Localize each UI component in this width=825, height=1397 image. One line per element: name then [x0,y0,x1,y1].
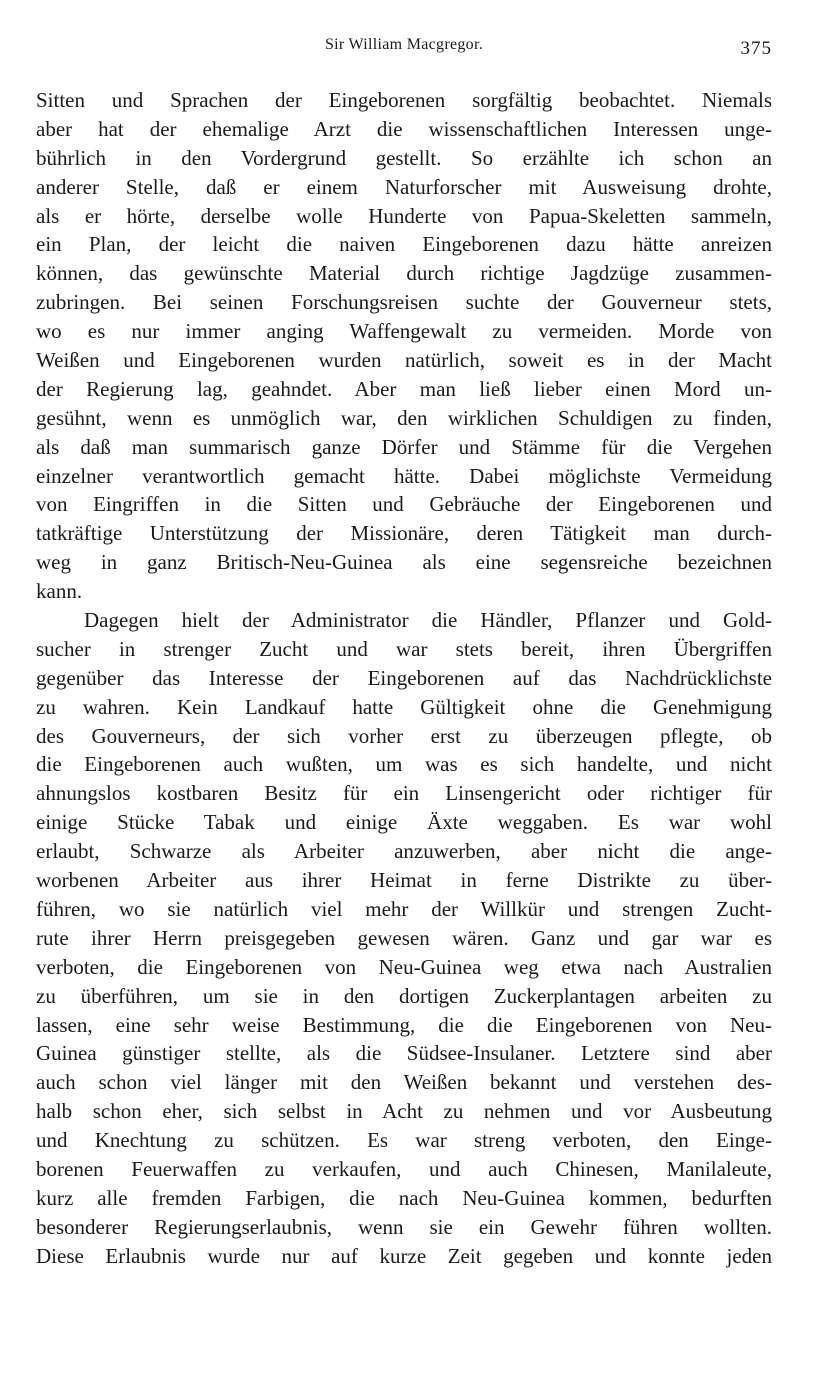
text-line: rute ihrer Herrn preisgegeben gewesen wären. Ganz und gar war es [36,925,772,950]
text-line: Sitten und Sprachen der Eingeborenen sorgfältig beobachtet. Niemals [36,88,772,112]
text-line: zu wahren. Kein Landkauf hatte Gültigkeit ohne die Genehmigung [36,694,772,719]
text-line: die Eingeborenen auch wußten, um was es sich handelte, und nicht [36,752,772,777]
running-title: Sir William Macgregor. [324,36,484,53]
text-line: der Regierung lag, geahndet. Aber man ließ lieber einen Mord un- [36,376,772,401]
text-line: Diese Erlaubnis wurde nur auf kurze Zeit gegeben und konnte jeden [36,1243,772,1268]
text-line: von Eingriffen in die Sitten und Gebräuche der Eingeborenen und [36,492,772,517]
text-line: als daß man summarisch ganze Dörfer und Stämme für die Vergehen [36,434,772,459]
paragraph [36,86,772,606]
text-line: halb schon eher, sich selbst in Acht zu nehmen und vor Ausbeutung [36,1099,772,1124]
text-line: sucher in strenger Zucht und war stets bereit, ihren Übergriffen [36,636,772,661]
text-line: gesühnt, wenn es unmöglich war, den wirklichen Schuldigen zu finden, [36,405,772,430]
text-line: auch schon viel länger mit den Weißen bekannt und verstehen des- [36,1070,772,1095]
text-line: borenen Feuerwaffen zu verkaufen, und auch Chinesen, Manilaleute, [36,1156,772,1181]
text-line: führen, wo sie natürlich viel mehr der Willkür und strengen Zucht- [36,896,772,921]
page-number: 375 [740,38,772,59]
text-line: aber hat der ehemalige Arzt die wissenschaftlichen Interessen unge- [36,116,772,141]
text-line: worbenen Arbeiter aus ihrer Heimat in ferne Distrikte zu über- [36,868,772,893]
text-line: erlaubt, Schwarze als Arbeiter anzuwerben, aber nicht die ange- [36,839,772,864]
text-line: wo es nur immer anging Waffengewalt zu vermeiden. Morde von [36,319,772,344]
text-line: kurz alle fremden Farbigen, die nach Neu-Guinea kommen, bedurften [36,1185,772,1210]
text-line: anderer Stelle, daß er einem Naturforscher mit Ausweisung drohte, [36,174,772,199]
text-line: einige Stücke Tabak und einige Äxte weggaben. Es war wohl [36,810,772,835]
text-line: als er hörte, derselbe wolle Hunderte von Papua-Skeletten sammeln, [36,203,772,228]
text-line: ahnungslos kostbaren Besitz für ein Linsengericht oder richtiger für [36,781,772,806]
text-line: verboten, die Eingeborenen von Neu-Guinea weg etwa nach Australien [36,954,772,979]
text-line: bührlich in den Vordergrund gestellt. So erzählte ich schon an [36,145,772,170]
text-line: des Gouverneurs, der sich vorher erst zu überzeugen pflegte, ob [36,723,772,748]
text-line: und Knechtung zu schützen. Es war streng verboten, den Einge- [36,1128,772,1153]
text-line: Weißen und Eingeborenen wurden natürlich, soweit es in der Macht [36,348,772,373]
text-line: weg in ganz Britisch-Neu-Guinea als eine segensreiche bezeichnen [36,550,772,575]
running-head [36,34,772,58]
text-line: tatkräftige Unterstützung der Missionäre, deren Tätigkeit man durch- [36,521,772,546]
text-line: kann. [36,579,83,604]
paragraph [36,606,772,1270]
text-line: einzelner verantwortlich gemacht hätte. Dabei möglichste Vermeidung [36,463,772,488]
text-line: können, das gewünschte Material durch richtige Jagdzüge zusammen- [36,261,772,286]
text-line: Guinea günstiger stellte, als die Südsee-Insulaner. Letztere sind aber [36,1041,772,1066]
text-line: lassen, eine sehr weise Bestimmung, die die Eingeborenen von Neu- [36,1012,772,1037]
body-text [36,86,772,1271]
text-line: gegenüber das Interesse der Eingeborenen auf das Nachdrücklichste [36,665,772,690]
text-line: ein Plan, der leicht die naiven Eingeborenen dazu hätte anreizen [36,232,772,257]
text-line: zubringen. Bei seinen Forschungsreisen suchte der Gouverneur stets, [36,290,772,315]
text-line: zu überführen, um sie in den dortigen Zuckerplantagen arbeiten zu [36,983,772,1008]
text-line: besonderer Regierungserlaubnis, wenn sie ein Gewehr führen wollten. [36,1214,772,1239]
text-line: Dagegen hielt der Administrator die Händler, Pflanzer und Gold- [84,608,772,633]
